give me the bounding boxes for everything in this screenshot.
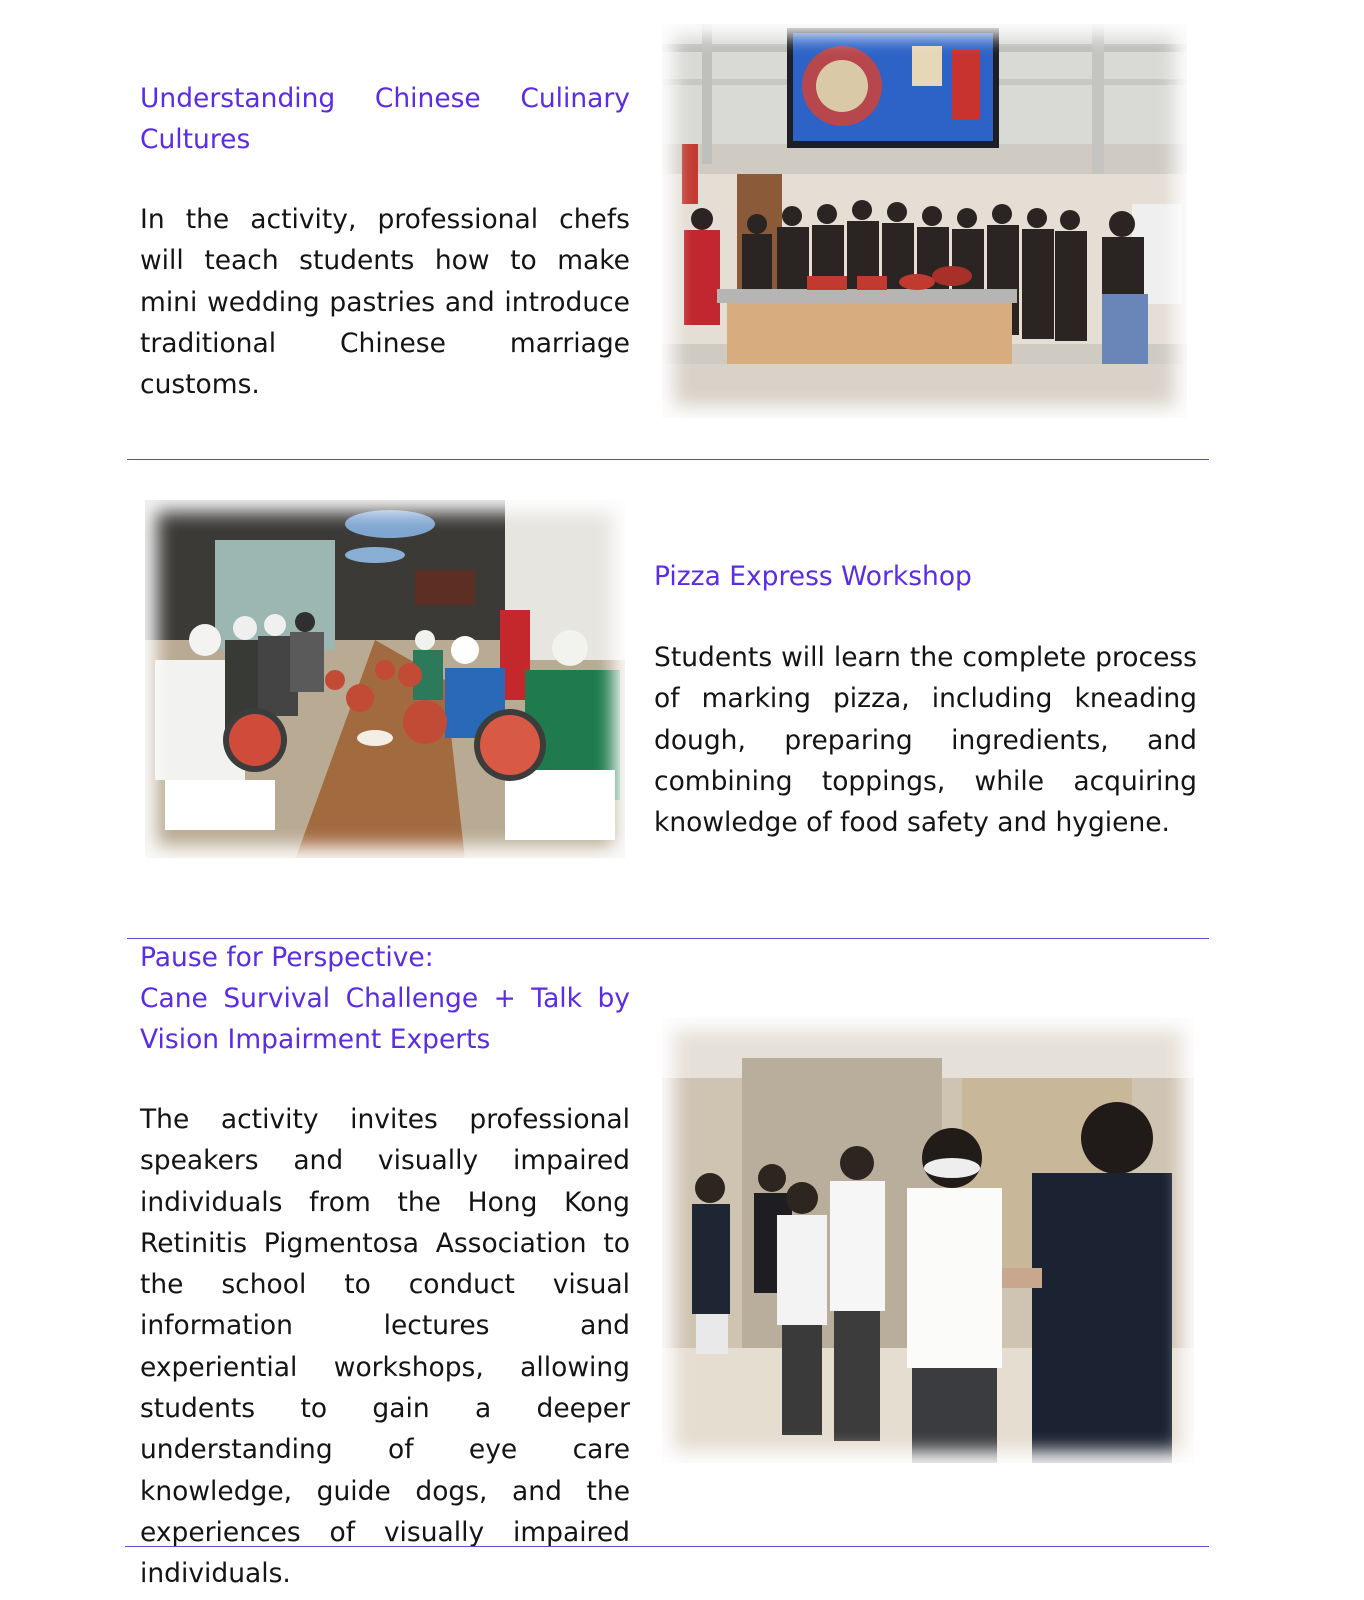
- section2-title: Pizza Express Workshop: [654, 561, 972, 592]
- section3-description: The activity invites professional speakers and visually impaired individuals from the Hong Kong Retinitis Pigmentosa Association to the school to conduct visual information lectures and experiential workshops, allowing students to gain a deeper understanding of eye care knowledge, guide dogs, and the experiences of visually impaired individuals.: [140, 1104, 630, 1590]
- divider-3: [125, 1546, 1209, 1547]
- section1-title: Understanding Chinese Culinary Cultures: [140, 83, 630, 155]
- divider-1: [127, 459, 1209, 460]
- section3-title-line1: Pause for Perspective:: [140, 942, 434, 973]
- section2-description: Students will learn the complete process of marking pizza, including kneading dough, preparing ingredients, and combining toppings, while acquiring knowledge of food safety and hygiene.: [654, 642, 1197, 839]
- photo-pizza-workshop: [145, 500, 625, 858]
- section3-title-line2: Cane Survival Challenge + Talk by Vision Impairment Experts: [140, 983, 630, 1055]
- photo-cane-survival-challenge: [662, 1018, 1194, 1463]
- section1-description: In the activity, professional chefs will teach students how to make mini wedding pastries and introduce traditional Chinese marriage customs.: [140, 204, 630, 401]
- photo-chinese-culinary-group: [662, 24, 1187, 418]
